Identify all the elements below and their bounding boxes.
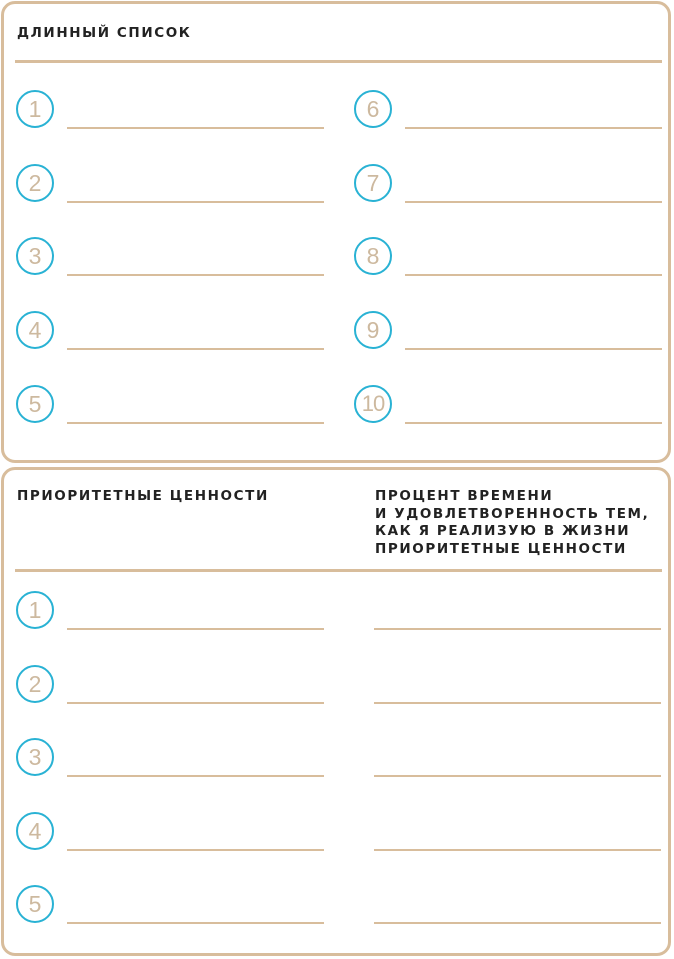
long-list-card (1, 1, 671, 463)
priority-write-in-line[interactable] (67, 775, 324, 777)
percent-write-in-line[interactable] (374, 628, 661, 630)
number-circle: 10 (354, 385, 392, 423)
write-in-line[interactable] (67, 127, 324, 129)
write-in-line[interactable] (67, 348, 324, 350)
number-circle: 9 (354, 311, 392, 349)
write-in-line[interactable] (405, 422, 662, 424)
priority-write-in-line[interactable] (67, 849, 324, 851)
time-satisfaction-heading-line: ПРИОРИТЕТНЫЕ ЦЕННОСТИ (375, 540, 627, 557)
priority-write-in-line[interactable] (67, 628, 324, 630)
percent-write-in-line[interactable] (374, 702, 661, 704)
write-in-line[interactable] (67, 422, 324, 424)
number-circle: 5 (16, 385, 54, 423)
number-circle: 4 (16, 812, 54, 850)
number-circle: 1 (16, 591, 54, 629)
priority-values-title: ПРИОРИТЕТНЫЕ ЦЕННОСТИ (17, 488, 269, 504)
time-satisfaction-heading-line: И УДОВЛЕТВОРЕННОСТЬ ТЕМ, (375, 505, 650, 522)
number-circle: 2 (16, 665, 54, 703)
number-circle: 1 (16, 90, 54, 128)
write-in-line[interactable] (405, 274, 662, 276)
long-list-title: ДЛИННЫЙ СПИСОК (17, 25, 192, 41)
priority-write-in-line[interactable] (67, 702, 324, 704)
write-in-line[interactable] (67, 201, 324, 203)
time-satisfaction-heading (375, 488, 649, 558)
number-circle: 4 (16, 311, 54, 349)
number-circle: 8 (354, 237, 392, 275)
number-circle: 6 (354, 90, 392, 128)
write-in-line[interactable] (405, 127, 662, 129)
number-circle: 3 (16, 237, 54, 275)
percent-write-in-line[interactable] (374, 775, 661, 777)
write-in-line[interactable] (67, 274, 324, 276)
priority-write-in-line[interactable] (67, 922, 324, 924)
number-circle: 3 (16, 738, 54, 776)
percent-write-in-line[interactable] (374, 849, 661, 851)
number-circle: 7 (354, 164, 392, 202)
write-in-line[interactable] (405, 201, 662, 203)
number-circle: 2 (16, 164, 54, 202)
long-list-divider (15, 60, 662, 63)
number-circle: 5 (16, 885, 54, 923)
time-satisfaction-heading-line: КАК Я РЕАЛИЗУЮ В ЖИЗНИ (375, 523, 631, 539)
percent-write-in-line[interactable] (374, 922, 661, 924)
time-satisfaction-heading-line: ПРОЦЕНТ ВРЕМЕНИ (375, 488, 554, 504)
write-in-line[interactable] (405, 348, 662, 350)
priority-values-divider (15, 569, 662, 572)
